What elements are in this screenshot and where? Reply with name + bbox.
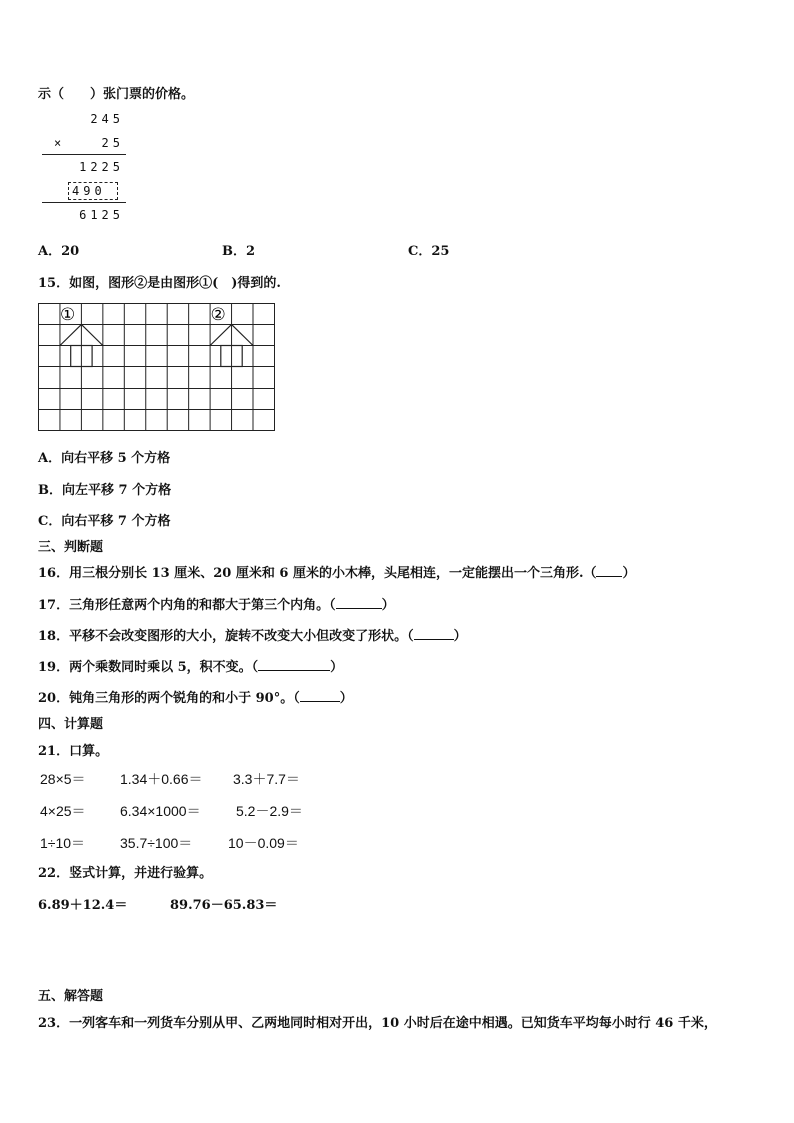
- q14-option-c[interactable]: C．25: [408, 244, 450, 259]
- mental-1-1: 28×5＝: [40, 771, 86, 787]
- judge-20-text: 20．钝角三角形的两个锐角的和小于 90°。（: [38, 691, 300, 706]
- judge-18: [38, 625, 467, 644]
- judge-18-end: ）: [453, 629, 467, 644]
- mental-3-3: 10－0.09＝: [228, 835, 299, 851]
- answer-blank-20[interactable]: [300, 689, 340, 702]
- section-3-heading: 三、判断题: [38, 540, 104, 555]
- q14-option-a[interactable]: A．20: [38, 244, 80, 259]
- judge-19-text: 19．两个乘数同时乘以 5，积不变。（: [38, 660, 259, 675]
- judge-17: [38, 594, 395, 613]
- section-4-heading: 四、计算题: [38, 717, 104, 732]
- mult-divider-2: [42, 202, 126, 203]
- mental-2-1: 4×25＝: [40, 803, 86, 819]
- answer-blank-16[interactable]: [596, 564, 622, 577]
- judge-17-text: 17．三角形任意两个内角的和都大于第三个内角。（: [38, 598, 336, 613]
- q14-option-b[interactable]: B．2: [222, 244, 256, 259]
- mult-row-1: 245: [90, 112, 124, 126]
- shape-label-2: ②: [210, 305, 226, 325]
- mult-row-4: 490: [72, 184, 106, 198]
- mental-1-3: 3.3＋7.7＝: [233, 771, 300, 787]
- mental-1-2: 1.34＋0.66＝: [120, 771, 203, 787]
- mental-3-2: 35.7÷100＝: [120, 835, 193, 851]
- answer-blank-18[interactable]: [414, 627, 454, 640]
- judge-18-text: 18．平移不会改变图形的大小，旋转不改变大小但改变了形状。（: [38, 629, 414, 644]
- q15-option-b[interactable]: B．向左平移 7 个方格: [38, 483, 172, 498]
- section-5-heading: 五、解答题: [38, 989, 104, 1004]
- q22-item-2: 89.76－65.83＝: [170, 898, 278, 913]
- q23-text: 23．一列客车和一列货车分别从甲、乙两地同时相对开出，10 小时后在途中相遇。已知货车平均每小时行 46 千米，: [38, 1016, 717, 1031]
- judge-19-end: ）: [330, 660, 344, 675]
- shape-label-1: ①: [60, 305, 76, 325]
- translation-grid: [38, 303, 278, 433]
- answer-blank-19[interactable]: [258, 658, 330, 671]
- judge-16-end: ）: [622, 566, 636, 581]
- mental-3-1: 1÷10＝: [40, 835, 86, 851]
- judge-17-end: ）: [381, 598, 395, 613]
- q22-title: 22．竖式计算，并进行验算。: [38, 866, 213, 881]
- judge-20: [38, 687, 353, 706]
- q15-stem: 15．如图，图形②是由图形①( )得到的.: [38, 276, 281, 291]
- mult-row-5: 6125: [79, 208, 124, 222]
- q22-item-1: 6.89＋12.4＝: [38, 898, 128, 913]
- q15-option-a[interactable]: A．向右平移 5 个方格: [38, 451, 171, 466]
- judge-19: [38, 656, 343, 675]
- q21-title: 21．口算。: [38, 744, 109, 759]
- mult-row-2: 25: [101, 136, 124, 150]
- mental-2-3: 5.2－2.9＝: [236, 803, 303, 819]
- mult-divider-1: [42, 154, 126, 155]
- judge-16: [38, 562, 636, 581]
- mental-2-2: 6.34×1000＝: [120, 803, 201, 819]
- answer-blank-17[interactable]: [336, 596, 382, 609]
- judge-16-text: 16．用三根分别长 13 厘米、20 厘米和 6 厘米的小木棒，头尾相连，一定能摆出一个三角形.（: [38, 566, 597, 581]
- q15-option-c[interactable]: C．向右平移 7 个方格: [38, 514, 171, 529]
- q14-tail-text: 示（ ）张门票的价格。: [38, 87, 195, 102]
- mult-row-3: 1225: [79, 160, 124, 174]
- times-sign: ×: [54, 136, 62, 150]
- judge-20-end: ）: [339, 691, 353, 706]
- vertical-multiplication: [40, 112, 130, 222]
